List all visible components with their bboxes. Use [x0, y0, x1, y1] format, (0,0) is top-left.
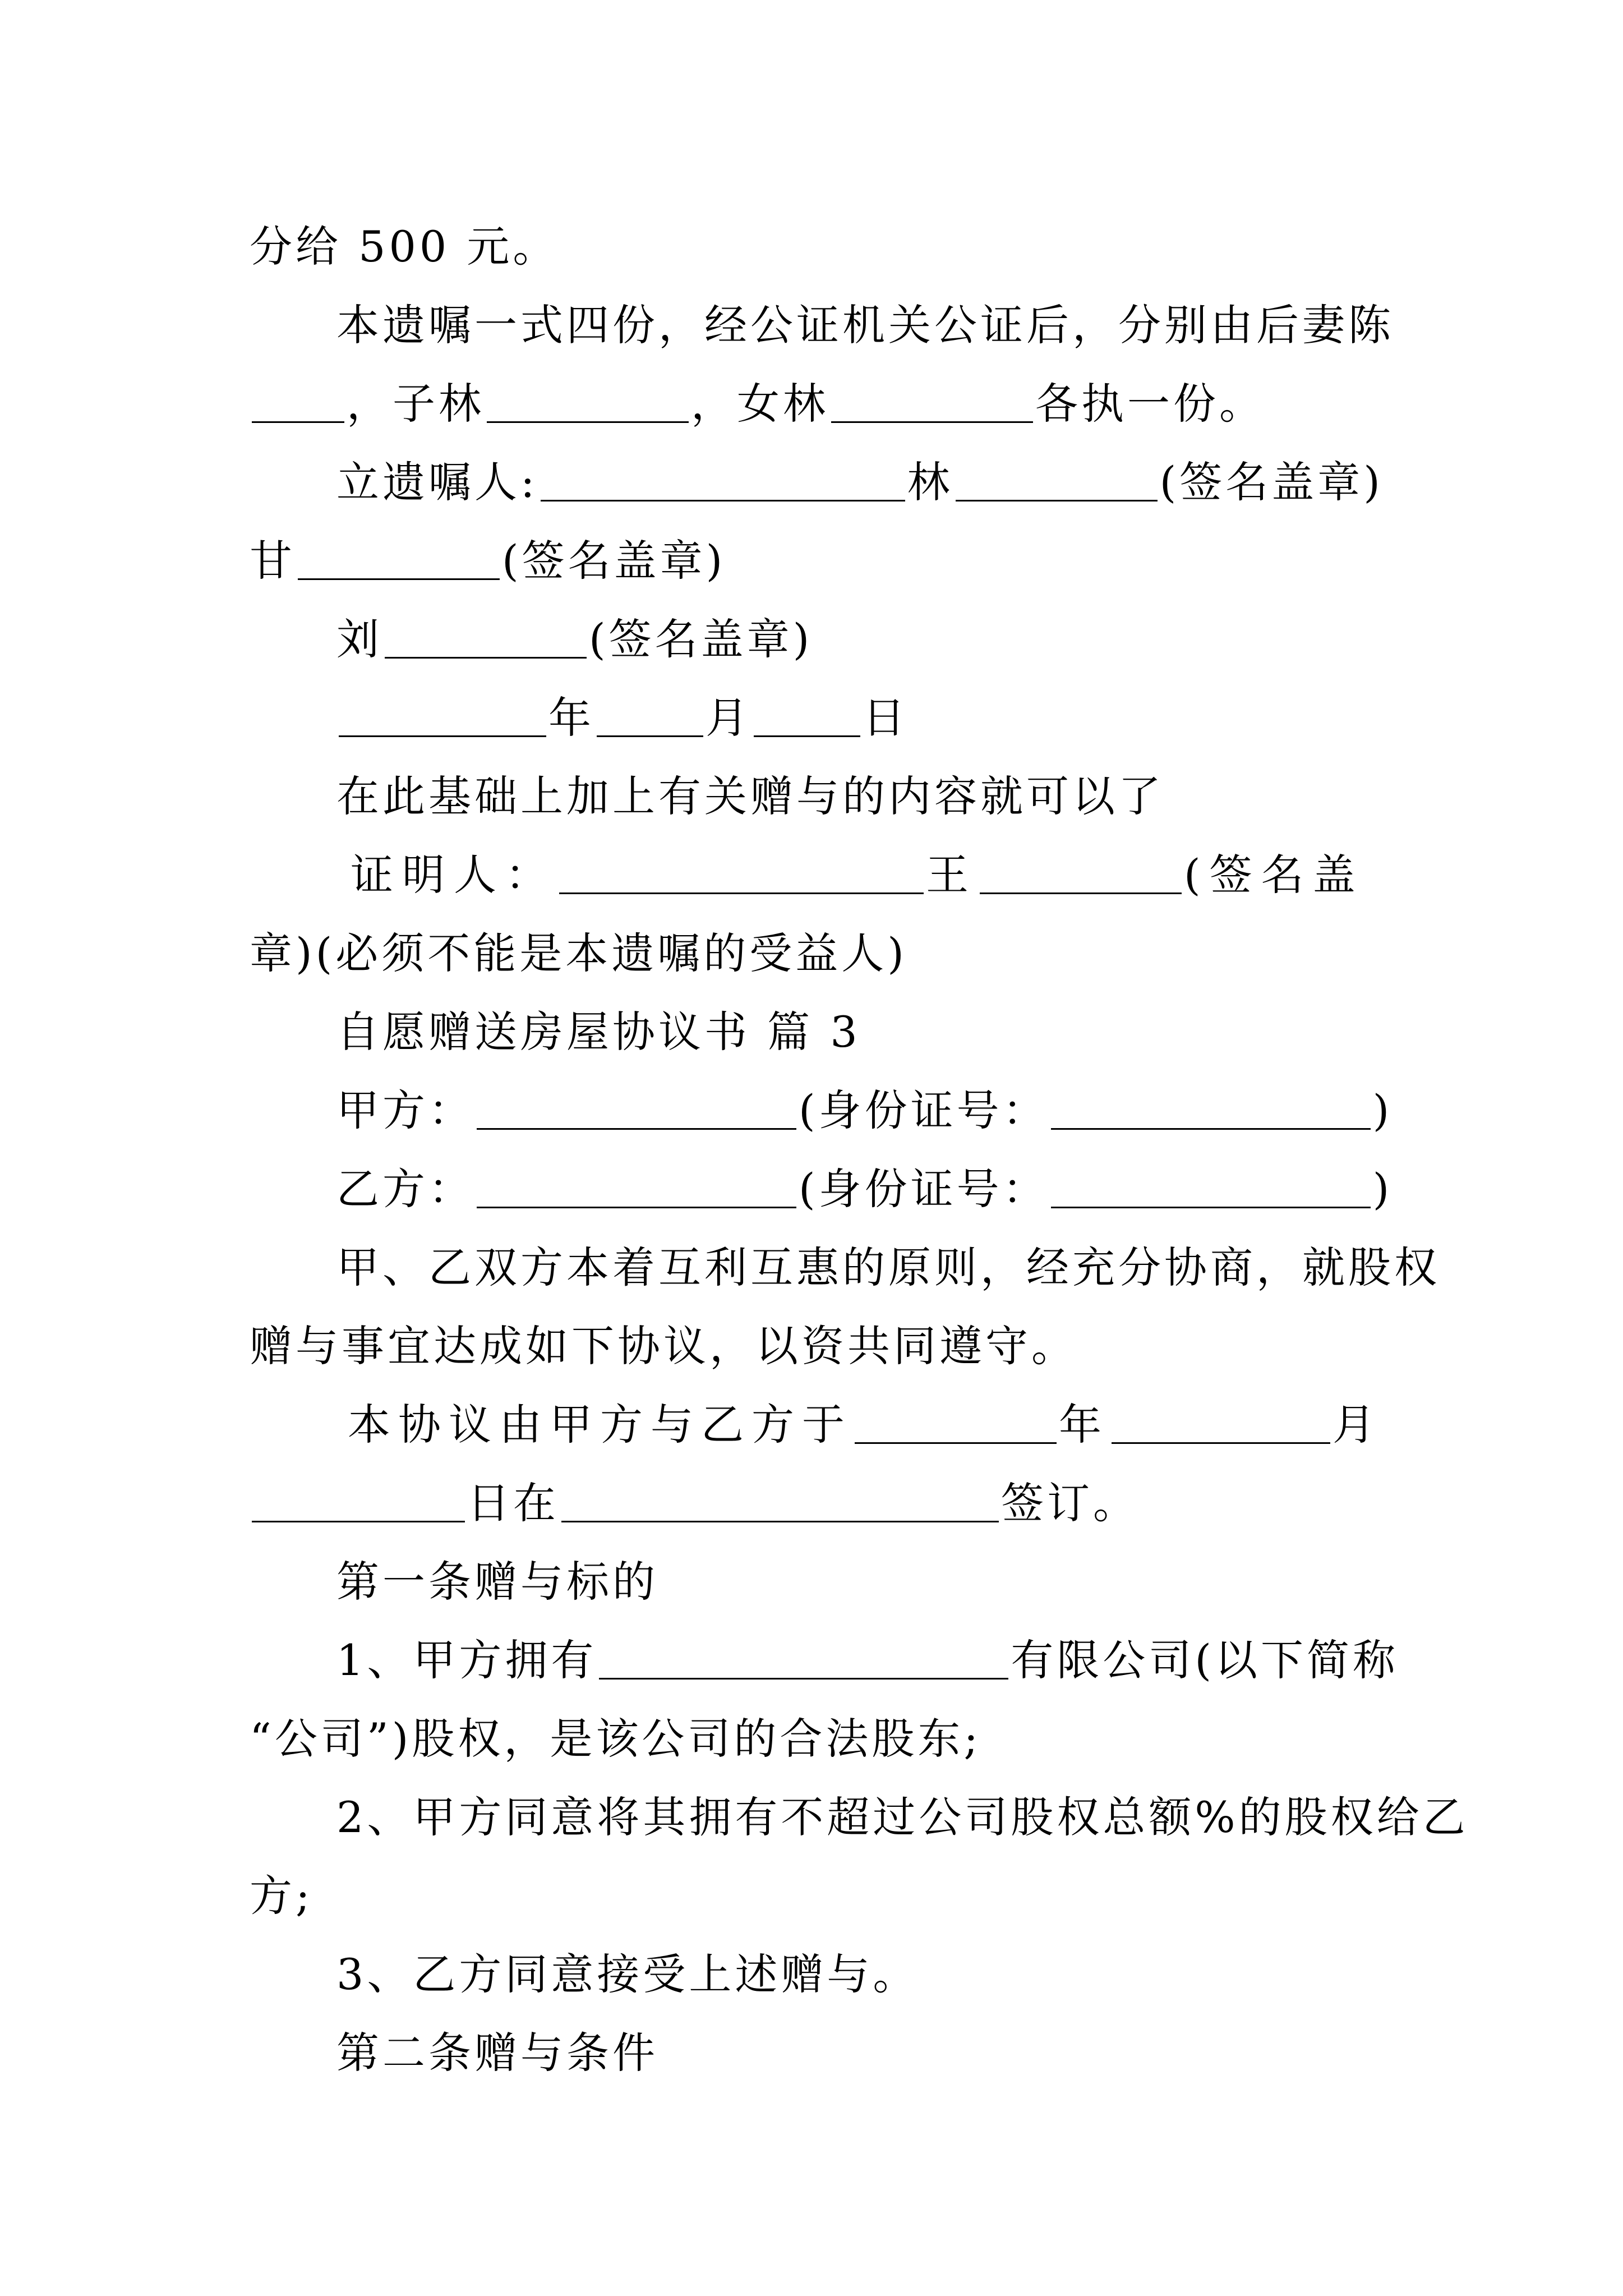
- text: 方;: [250, 1871, 313, 1921]
- text: 甲方：: [336, 1085, 474, 1135]
- blank-line: [561, 1478, 999, 1522]
- blank-line: [1112, 1400, 1330, 1444]
- text: 年: [1059, 1400, 1109, 1450]
- paragraph-line: [336, 609, 813, 670]
- blank-line: [385, 614, 587, 659]
- text: 1、甲方拥有: [336, 1635, 597, 1685]
- text: 签订。: [1001, 1478, 1139, 1528]
- blank-line: [956, 457, 1158, 501]
- paragraph-line: [250, 1865, 313, 1927]
- text: 分给 500 元。: [250, 222, 559, 272]
- text: 王: [926, 850, 978, 900]
- text: 第一条赠与标的: [336, 1557, 658, 1607]
- text: 第二条赠与条件: [336, 2028, 658, 2078]
- paragraph-line: [336, 1237, 1440, 1299]
- paragraph-line: [336, 295, 1394, 356]
- paragraph-line: [250, 1708, 981, 1770]
- paragraph-line: [250, 373, 1265, 435]
- text: 2、甲方同意将其拥有不超过公司股权总额%的股权给乙: [336, 1792, 1469, 1842]
- blank-line: [1051, 1164, 1371, 1208]
- blank-line: [477, 1085, 796, 1130]
- blank-line: [754, 693, 860, 737]
- text: 甲、乙双方本着互利互惠的原则，经充分协商，就股权: [336, 1243, 1440, 1292]
- article-heading: [336, 2022, 658, 2084]
- blank-line: [252, 379, 344, 423]
- text: (签名盖章): [502, 536, 726, 586]
- text: 乙方：: [336, 1164, 474, 1214]
- text: 月: [706, 693, 751, 743]
- paragraph-line: [336, 1630, 1399, 1691]
- paragraph-line: [336, 1158, 1393, 1220]
- text: (身份证号：: [799, 1164, 1049, 1214]
- text: 甘: [250, 536, 296, 586]
- text: 林: [907, 457, 953, 507]
- blank-line: [252, 1478, 465, 1522]
- article-heading: [336, 1551, 658, 1613]
- paragraph-line: [250, 1473, 1139, 1534]
- blank-line: [599, 1635, 1008, 1680]
- text: 章)(必须不能是本遗嘱的受益人): [250, 928, 907, 978]
- text: 证明人：: [351, 850, 557, 900]
- blank-line: [477, 1164, 796, 1208]
- text: ): [1372, 1164, 1393, 1214]
- paragraph-line: [336, 766, 1164, 827]
- blank-line: [339, 693, 546, 737]
- paragraph-line: [336, 1080, 1393, 1142]
- paragraph-line: [250, 530, 726, 592]
- text: 赠与事宜达成如下协议，以资共同遵守。: [250, 1321, 1077, 1371]
- paragraph-line: [336, 687, 909, 749]
- blank-line: [298, 536, 500, 580]
- text: 3、乙方同意接受上述赠与。: [336, 1949, 919, 1999]
- blank-line: [855, 1400, 1057, 1444]
- text: (身份证号：: [799, 1085, 1049, 1135]
- text: 自愿赠送房屋协议书 篇 3: [336, 1007, 861, 1057]
- text: “公司”)股权，是该公司的合法股东;: [250, 1714, 981, 1764]
- text: 各执一份。: [1035, 379, 1265, 429]
- section-heading: [336, 1001, 861, 1063]
- blank-line: [1051, 1085, 1371, 1130]
- text: 日: [863, 693, 909, 743]
- paragraph-line: [348, 1394, 1383, 1456]
- text: 本遗嘱一式四份，经公证机关公证后，分别由后妻陈: [336, 300, 1394, 350]
- text: ，女林: [691, 379, 829, 429]
- blank-line: [597, 693, 703, 737]
- blank-line: [541, 457, 905, 501]
- text: 刘: [336, 614, 382, 664]
- text: 本协议由甲方与乙方于: [348, 1400, 852, 1450]
- blank-line: [487, 379, 689, 423]
- text: 月: [1332, 1400, 1383, 1450]
- paragraph-line: [336, 452, 1384, 513]
- blank-line: [831, 379, 1033, 423]
- text: 日在: [467, 1478, 559, 1528]
- text: 年: [548, 693, 594, 743]
- text: 立遗嘱人:: [336, 457, 538, 507]
- blank-line: [559, 850, 924, 894]
- text: ): [1372, 1085, 1393, 1135]
- text: (签名盖章): [589, 614, 813, 664]
- blank-line: [980, 850, 1182, 894]
- paragraph-line: [336, 1787, 1469, 1848]
- text: 在此基础上加上有关赠与的内容就可以了: [336, 771, 1164, 821]
- paragraph-line: [351, 844, 1364, 906]
- text: (签名盖章): [1159, 457, 1384, 507]
- paragraph-line: [336, 1944, 919, 2005]
- text: (签名盖: [1184, 850, 1364, 900]
- text: ，子林: [347, 379, 485, 429]
- text: 有限公司(以下简称: [1011, 1635, 1399, 1685]
- paragraph-line: [250, 216, 559, 278]
- paragraph-line: [250, 923, 907, 984]
- paragraph-line: [250, 1315, 1077, 1377]
